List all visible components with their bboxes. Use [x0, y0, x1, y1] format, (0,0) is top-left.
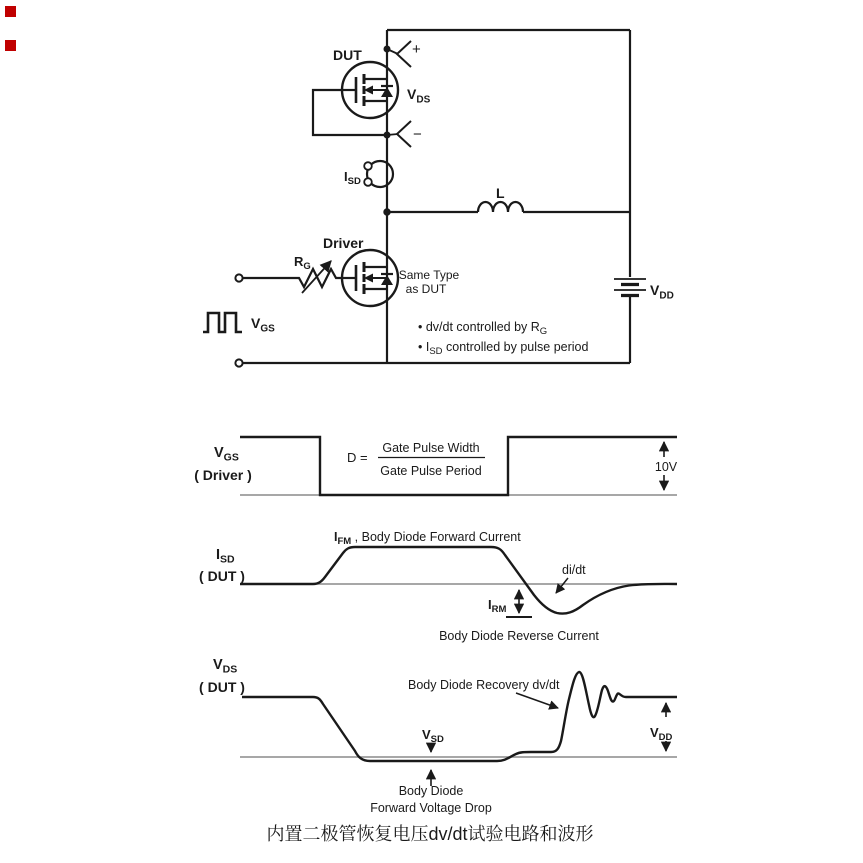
- probe-tip-icon: [397, 121, 411, 147]
- inductor-label: L: [496, 185, 505, 201]
- red-marker-top: [5, 6, 16, 17]
- forward-drop-note-line2: Forward Voltage Drop: [370, 801, 492, 815]
- red-marker-bottom: [5, 40, 16, 51]
- vgs-axis-label: $V_{GS}$: [214, 445, 239, 464]
- clamp-terminal: [364, 178, 372, 186]
- recovery-dvdt-note: Body Diode Recovery dv/dt: [408, 678, 560, 692]
- vgs-axis-sublabel: ( Driver ): [194, 467, 252, 483]
- note-dvdt-controlled: • dv/dt controlled by $R_G$: [418, 320, 548, 337]
- irm-annotation: $I_{RM}$: [488, 597, 507, 615]
- clamp-terminal: [364, 162, 372, 170]
- same-type-note-line2: as DUT: [405, 282, 447, 296]
- same-type-note-line1: Same Type: [398, 268, 460, 282]
- dut-label: DUT: [333, 47, 362, 63]
- vdd-battery-symbol: [614, 279, 646, 296]
- dut-mosfet-symbol: [342, 62, 398, 118]
- probe-tip-icon: [397, 41, 411, 67]
- duty-formula-lhs: D =: [347, 450, 368, 465]
- return-terminal: [235, 359, 242, 366]
- minus-sign: −: [413, 126, 422, 143]
- isd-trace: [240, 547, 677, 614]
- vds-waveform-panel: [199, 657, 677, 815]
- didt-pointer-arrow: [556, 578, 568, 593]
- square-wave-icon: [203, 313, 242, 332]
- vsd-annotation: $V_{SD}$: [422, 727, 444, 745]
- vgs-source-label: $V_{GS}$: [251, 315, 275, 335]
- vdd-level-annotation: $V_{DD}$: [650, 725, 673, 743]
- vds-axis-sublabel: ( DUT ): [199, 679, 245, 695]
- vgs-waveform-panel: [194, 437, 678, 495]
- figure-caption: 内置二极管恢复电压dv/dt试验电路和波形: [266, 824, 594, 844]
- inductor-symbol: [478, 202, 523, 212]
- duty-formula-numerator: Gate Pulse Width: [382, 441, 480, 455]
- reverse-current-note: Body Diode Reverse Current: [439, 629, 599, 643]
- vds-probe-label: $V_{DS}$: [407, 86, 431, 106]
- isd-axis-label: $I_{SD}$: [216, 547, 235, 566]
- gate-input-terminal: [235, 274, 242, 281]
- ifm-annotation: $I_{FM}$ , Body Diode Forward Current: [334, 530, 521, 547]
- isd-waveform-panel: [199, 530, 677, 643]
- driver-label: Driver: [323, 235, 364, 251]
- driver-mosfet-symbol: [342, 250, 398, 306]
- duty-formula-denominator: Gate Pulse Period: [380, 464, 482, 478]
- isd-probe-label: $I_{SD}$: [344, 169, 361, 187]
- vdd-label: $V_{DD}$: [650, 282, 674, 302]
- vds-axis-label: $V_{DS}$: [213, 657, 238, 676]
- isd-current-probe: [364, 161, 393, 187]
- amplitude-value: 10V: [654, 460, 678, 474]
- forward-drop-note-line1: Body Diode: [398, 784, 464, 798]
- test-circuit: [203, 30, 674, 367]
- rg-resistor-symbol: [242, 269, 342, 287]
- duty-cycle-formula: [347, 441, 485, 478]
- didt-annotation: di/dt: [562, 563, 586, 577]
- rg-label: $R_G$: [294, 254, 311, 272]
- isd-axis-sublabel: ( DUT ): [199, 568, 245, 584]
- vds-plus-probe: [384, 41, 421, 67]
- vds-minus-probe: [384, 121, 422, 147]
- note-isd-controlled: • $I_{SD}$ controlled by pulse period: [418, 340, 589, 357]
- plus-sign: +: [412, 41, 421, 58]
- recovery-pointer-arrow: [516, 693, 558, 708]
